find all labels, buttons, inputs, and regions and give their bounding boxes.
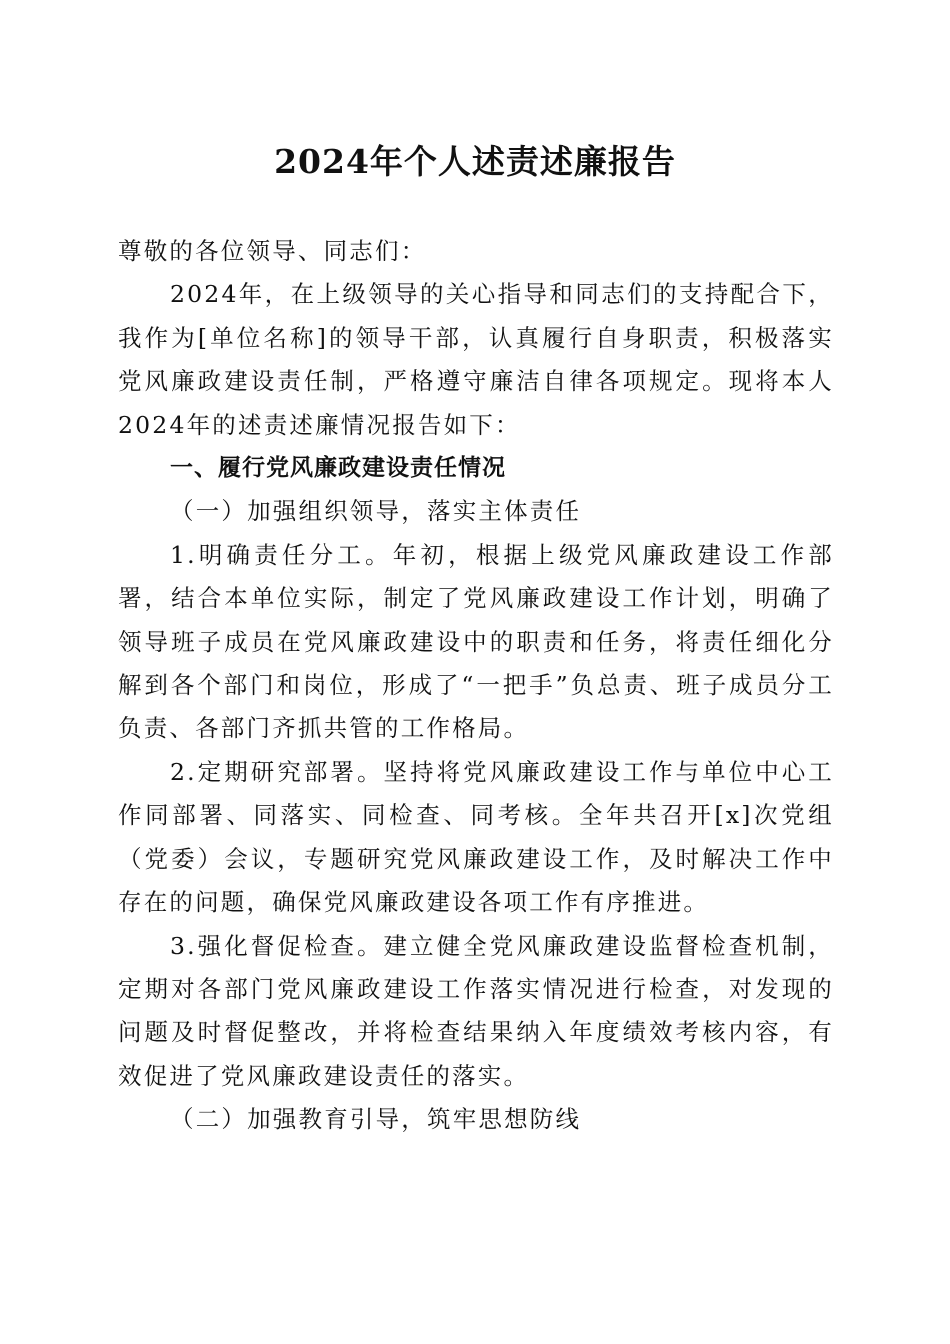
- intro-paragraph: 2024年，在上级领导的关心指导和同志们的支持配合下，我作为[单位名称]的领导干部，认真履行自身职责，积极落实党风廉政建设责任制，严格遵守廉洁自律各项规定。现将本人2024年的述责述廉情况报告如下：: [118, 280, 834, 439]
- subsection-heading-1: （一）加强组织领导，落实主体责任: [170, 497, 582, 526]
- document-body: [118, 230, 834, 1142]
- document-title: 2024年个人述责述廉报告: [274, 142, 676, 181]
- salutation: 尊敬的各位领导、同志们：: [118, 237, 427, 265]
- paragraph-item-2: 2.定期研究部署。坚持将党风廉政建设工作与单位中心工作同部署、同落实、同检查、同考核。全年共召开[x]次党组（党委）会议，专题研究党风廉政建设工作，及时解决工作中存在的问题，确保党风廉政建设各项工作有序推进。: [118, 757, 834, 917]
- paragraph-item-3: 3.强化督促检查。建立健全党风廉政建设监督检查机制，定期对各部门党风廉政建设工作落实情况进行检查，对发现的问题及时督促整改，并将检查结果纳入年度绩效考核内容，有效促进了党风廉政建设责任的落实。: [118, 931, 834, 1090]
- section-heading-1: 一、履行党风廉政建设责任情况: [170, 455, 506, 482]
- paragraph-item-1: 1.明确责任分工。年初，根据上级党风廉政建设工作部署，结合本单位实际，制定了党风廉政建设工作计划，明确了领导班子成员在党风廉政建设中的职责和任务，将责任细化分解到各个部门和岗位，形成了“一把手”负总责、班子成员分工负责、各部门齐抓共管的工作格局。: [118, 540, 834, 743]
- subsection-heading-2: （二）加强教育引导，筑牢思想防线: [170, 1105, 582, 1134]
